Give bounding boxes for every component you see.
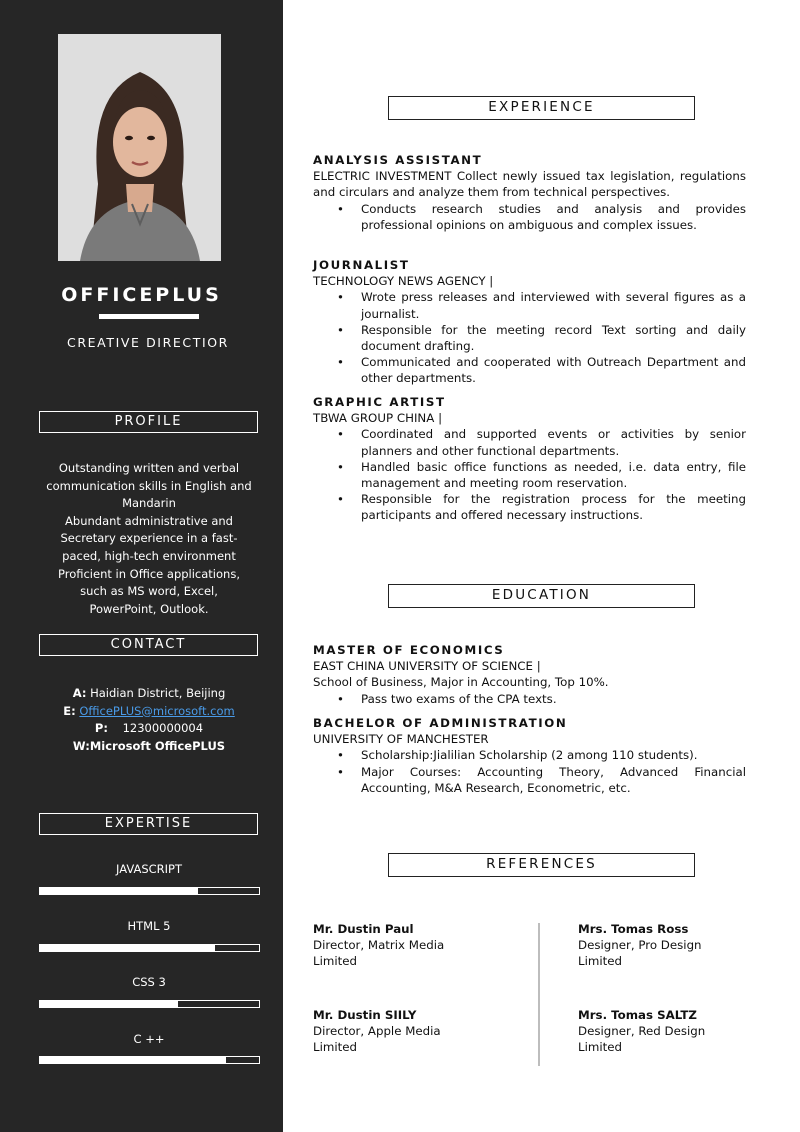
contact-address: [40, 685, 258, 703]
profile-line: Mandarin: [122, 496, 176, 511]
job-bullets: [313, 426, 746, 523]
education-entry: [313, 642, 746, 707]
references-divider: [538, 923, 540, 1066]
profile-line: PowerPoint, Outlook.: [89, 601, 209, 616]
skill-fill: [40, 945, 215, 951]
email-link[interactable]: OfficePLUS@microsoft.com: [79, 703, 235, 718]
reference-card: [578, 921, 788, 969]
skill-name: JAVASCRIPT: [116, 862, 182, 876]
reference-org: Limited: [313, 954, 357, 968]
job-bullet: • Coordinated and supported events or activities by senior planners and other functional departments.: [361, 426, 746, 458]
education-bullet: • Pass two exams of the CPA texts.: [361, 691, 746, 707]
reference-name: Mr. Dustin Paul: [313, 922, 414, 936]
reference-name: Mrs. Tomas SALTZ: [578, 1008, 697, 1022]
job-bullet: • Handled basic office functions as needed, i.e. data entry, file management and meeting room reservation.: [361, 459, 746, 491]
job-bullet: • Communicated and cooperated with Outreach Department and other departments.: [361, 354, 746, 386]
reference-card: [313, 1007, 523, 1055]
job-title: JOURNALIST: [313, 258, 410, 272]
name-underline: [99, 314, 199, 319]
reference-role: Designer, Pro Design: [578, 938, 702, 952]
profile-line: Outstanding written and verbal: [58, 461, 240, 475]
school-name: EAST CHINA UNIVERSITY OF SCIENCE |: [313, 659, 541, 674]
job-title: ANALYSIS ASSISTANT: [313, 153, 483, 167]
profile-line: such as MS word, Excel,: [80, 584, 218, 599]
education-heading: EDUCATION: [388, 584, 695, 608]
job-title: GRAPHIC ARTIST: [313, 395, 446, 409]
profile-line: Abundant administrative and: [65, 513, 233, 528]
candidate-name: OFFICEPLUS: [61, 284, 222, 306]
profile-heading: PROFILE: [39, 411, 258, 433]
education-detail: School of Business, Major in Accounting, Top 10%.: [313, 675, 609, 690]
job-summary-text: Collect newly issued tax legislation, regulations and circulars and analyze them from technical perspectives.: [313, 169, 746, 200]
skill-bar: [39, 1056, 260, 1064]
reference-role: Director, Apple Media: [313, 1024, 441, 1038]
job-bullet: • Conducts research studies and analysis and provides professional opinions on ambiguous and complex issues.: [361, 201, 746, 233]
job-bullets: [313, 289, 746, 386]
profile-text: [40, 460, 258, 618]
education-bullets: [313, 691, 746, 707]
education-bullet: • Scholarship:Jialilian Scholarship (2 among 110 students).: [361, 747, 746, 763]
contact-heading: CONTACT: [39, 634, 258, 656]
reference-role: Director, Matrix Media: [313, 938, 445, 952]
reference-org: Limited: [313, 1040, 357, 1054]
skill-fill: [40, 1001, 178, 1007]
job-entry: [313, 394, 746, 524]
degree-title: MASTER OF ECONOMICS: [313, 643, 505, 657]
job-bullet: • Wrote press releases and interviewed with several figures as a journalist.: [361, 289, 746, 321]
skill-name: HTML 5: [127, 919, 171, 933]
reference-name: Mrs. Tomas Ross: [578, 922, 689, 936]
contact-email: [40, 703, 258, 721]
school-name: UNIVERSITY OF MANCHESTER: [313, 732, 489, 747]
reference-card: [578, 1007, 788, 1055]
references-heading: REFERENCES: [388, 853, 695, 877]
expertise-heading: EXPERTISE: [39, 813, 258, 835]
job-company: TBWA GROUP CHINA |: [313, 411, 443, 426]
contact-wechat: [40, 738, 258, 756]
education-entry: [313, 715, 746, 796]
job-bullets: [313, 201, 746, 233]
skill-name: C ++: [133, 1032, 165, 1046]
job-entry: [313, 257, 746, 387]
sidebar: [0, 0, 283, 1132]
wechat-label: W:: [72, 738, 90, 753]
education-bullet: • Major Courses: Accounting Theory, Advanced Financial Accounting, M&A Research, Econometric, etc.: [361, 764, 746, 796]
degree-title: BACHELOR OF ADMINISTRATION: [313, 716, 568, 730]
candidate-role: CREATIVE DIRECTIOR: [67, 335, 229, 350]
job-bullet: • Responsible for the meeting record Text sorting and daily document drafting.: [361, 322, 746, 354]
profile-line: Secretary experience in a fast-: [60, 531, 238, 546]
phone-value: 12300000004: [122, 721, 204, 736]
job-summary: [313, 168, 746, 200]
wechat-value: Microsoft OfficePLUS: [89, 738, 226, 753]
reference-org: Limited: [578, 1040, 622, 1054]
profile-photo: [58, 34, 221, 261]
phone-label: P:: [94, 721, 108, 736]
job-bullet: • Responsible for the registration process for the meeting participants and offered necessary instructions.: [361, 491, 746, 523]
skill-bar: [39, 944, 260, 952]
profile-line: communication skills in English and: [46, 478, 252, 493]
reference-role: Designer, Red Design: [578, 1024, 706, 1038]
profile-line: Proficient in Office applications,: [58, 566, 240, 581]
job-company: TECHNOLOGY NEWS AGENCY |: [313, 274, 494, 289]
skill-bar: [39, 887, 260, 895]
reference-card: [313, 921, 523, 969]
job-entry: [313, 152, 746, 233]
experience-heading: EXPERIENCE: [388, 96, 695, 120]
profile-line: paced, high-tech environment: [62, 548, 236, 563]
job-company: ELECTRIC INVESTMENT: [313, 169, 452, 184]
address-value: Haidian District, Beijing: [90, 686, 226, 700]
skill-fill: [40, 888, 198, 894]
reference-name: Mr. Dustin SIILY: [313, 1008, 417, 1022]
skill-name: CSS 3: [132, 975, 166, 989]
reference-org: Limited: [578, 954, 622, 968]
contact-list: [40, 685, 258, 755]
skill-bar: [39, 1000, 260, 1008]
email-label: E:: [63, 703, 76, 718]
contact-phone: [40, 720, 258, 738]
education-bullets: [313, 747, 746, 796]
address-label: A:: [72, 686, 87, 700]
skill-fill: [40, 1057, 226, 1063]
